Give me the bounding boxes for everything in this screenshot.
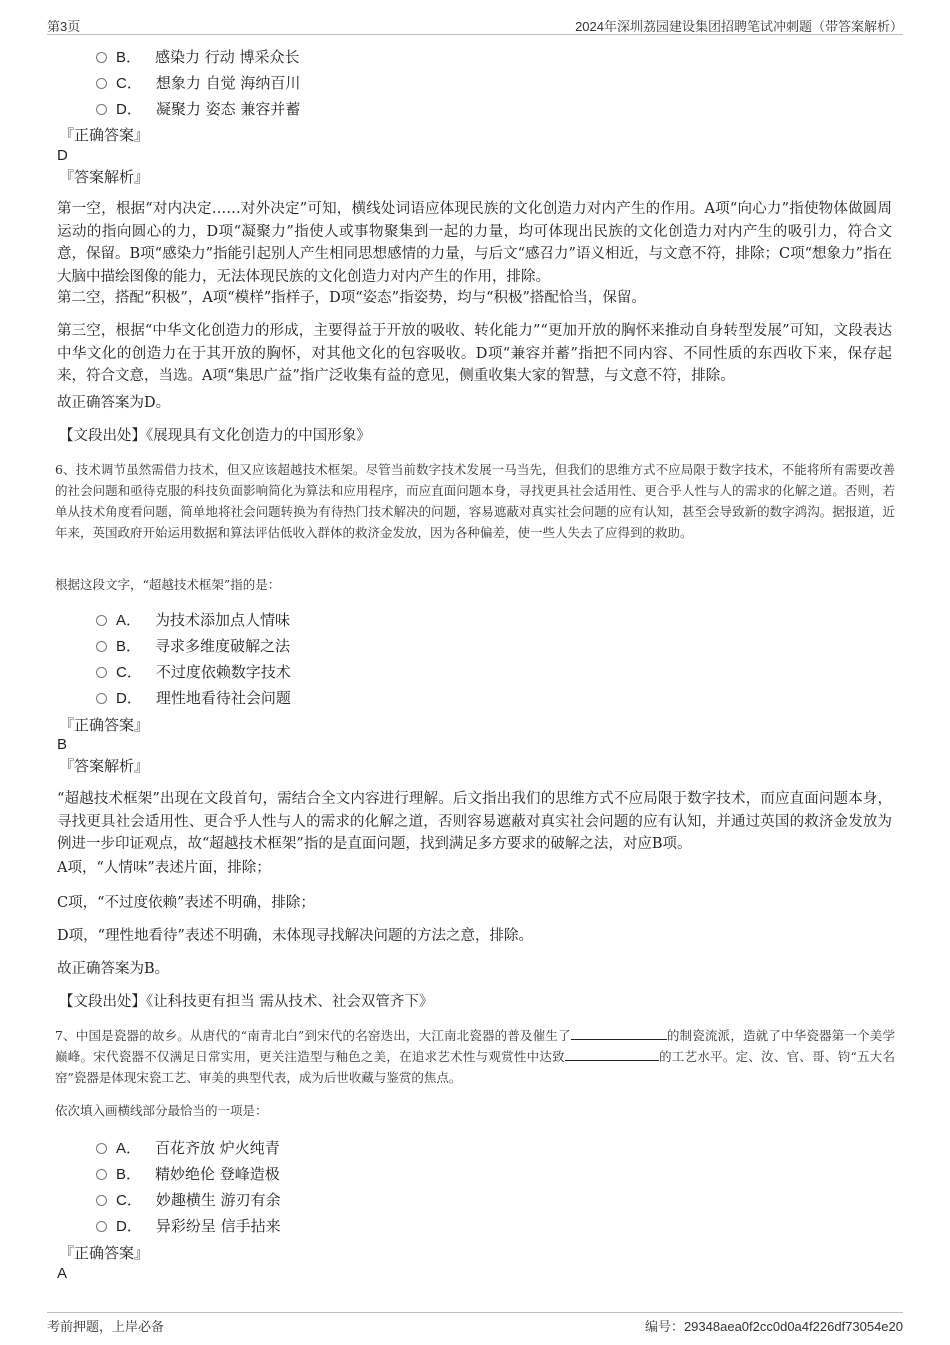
fill-blank-2 bbox=[565, 1048, 659, 1061]
page-footer bbox=[47, 1312, 903, 1337]
q5-analysis-label: 『答案解析』 bbox=[59, 168, 150, 186]
q7-option-d[interactable]: D． 异彩纷呈 信手拈来 bbox=[96, 1216, 281, 1237]
page-number: 第3页 bbox=[47, 19, 81, 34]
q7-text: 7、中国是瓷器的故乡。从唐代的“南青北白”到宋代的名窑迭出，大江南北瓷器的普及催生了 的制瓷流派，造就了中华瓷器第一个美学巅峰。宋代瓷器不仅满足日常实用，更关注造型与釉色之美，在追求艺术性与观赏性中达致 的工艺水平。定、汝、官、哥、钧“五大名窑”瓷器是体现宋瓷工艺、审美的典型代表，成为后世收藏与鉴赏的焦点。 bbox=[55, 1028, 895, 1085]
document-id: 编号：29348aea0f2cc0d0a4f226df73054e20 bbox=[644, 1319, 903, 1334]
q6-option-a[interactable]: A． 为技术添加点人情味 bbox=[96, 610, 290, 631]
radio-icon[interactable] bbox=[96, 1221, 107, 1232]
q6-analysis-label: 『答案解析』 bbox=[59, 757, 150, 775]
radio-icon[interactable] bbox=[96, 615, 107, 626]
footer-slogan: 考前押题，上岸必备 bbox=[47, 1319, 165, 1334]
q6-analysis-p4: D项，“理性地看待”表述不明确，未体现寻找解决问题的方法之意，排除。 bbox=[57, 928, 533, 944]
q6-option-c[interactable]: C． 不过度依赖数字技术 bbox=[96, 662, 291, 683]
radio-icon[interactable] bbox=[96, 78, 107, 89]
q5-answer: D bbox=[57, 147, 68, 164]
q5-option-b[interactable]: B． 感染力 行动 博采众长 bbox=[96, 47, 300, 68]
q7-prompt: 依次填入画横线部分最恰当的一项是： bbox=[55, 1103, 268, 1118]
q5-option-c[interactable]: C． 想象力 自觉 海纳百川 bbox=[96, 73, 300, 94]
q6-analysis-p2: A项，“人情味”表述片面，排除； bbox=[57, 860, 271, 876]
q6-analysis-p5: 故正确答案为B。 bbox=[57, 961, 170, 977]
radio-icon[interactable] bbox=[96, 693, 107, 704]
q7-answer-label: 『正确答案』 bbox=[59, 1244, 150, 1262]
document-title: 2024年深圳荔园建设集团招聘笔试冲刺题（带答案解析） bbox=[575, 19, 903, 34]
q6-answer-label: 『正确答案』 bbox=[59, 716, 150, 734]
q6-analysis-p3: C项，“不过度依赖”表述不明确，排除； bbox=[57, 895, 315, 911]
q7-answer: A bbox=[57, 1265, 68, 1282]
q6-option-b[interactable]: B． 寻求多维度破解之法 bbox=[96, 636, 290, 657]
q6-option-d[interactable]: D． 理性地看待社会问题 bbox=[96, 688, 291, 709]
radio-icon[interactable] bbox=[96, 641, 107, 652]
q6-source: 【文段出处】《让科技更有担当 需从技术、社会双管齐下》 bbox=[59, 994, 434, 1010]
fill-blank-1 bbox=[571, 1027, 667, 1040]
q7-option-a[interactable]: A． 百花齐放 炉火纯青 bbox=[96, 1138, 280, 1159]
radio-icon[interactable] bbox=[96, 1169, 107, 1180]
q5-analysis-p3: 第三空，根据“中华文化创造力的形成，主要得益于开放的吸收、转化能力”“更加开放的胸怀来推动自身转型发展”可知，文段表达中华文化的创造力在于其开放的胸怀，对其他文化的包容吸收。D项“兼容并蓄”指把不同内容、不同性质的东西收下来，保存起来，符合文意，当选。A项“集思广益”指广泛收集有益的意见，侧重收集大家的智慧，与文意不符，排除。 bbox=[57, 323, 892, 384]
q5-analysis-p4: 故正确答案为D。 bbox=[57, 395, 171, 411]
q7-option-b[interactable]: B． 精妙绝伦 登峰造极 bbox=[96, 1164, 280, 1185]
q6-text: 6、技术调节虽然需借力技术，但又应该超越技术框架。尽管当前数字技术发展一马当先，但我们的思维方式不应局限于数字技术，不能将所有需要改善的社会问题和亟待克服的科技负面影响简化为算法和应用程序，而应直面问题本身，寻找更具社会适用性、更合乎人性与人的需求的化解之道。否则，若单从技术角度看问题，简单地将社会问题转换为有待热门技术解决的问题，容易遮蔽对真实社会问题的应有认知，甚至会导致新的数字鸿沟。据报道，近年来，英国政府开始运用数据和算法评估低收入群体的救济金发放，因为各种偏差，使一些人失去了应得到的救助。 bbox=[55, 462, 895, 540]
q5-answer-label: 『正确答案』 bbox=[59, 126, 150, 144]
q5-source: 【文段出处】《展现具有文化创造力的中国形象》 bbox=[59, 428, 371, 444]
q5-analysis-p1: 第一空，根据“对内决定……对外决定”可知，横线处词语应体现民族的文化创造力对内产生的作用。A项“向心力”指使物体做圆周运动的指向圆心的力，D项“凝聚力”指使人或事物聚集到一起的力量，均可体现出民族的文化创造力对内产生的吸引力，符合文意，保留。B项“感染力”指能引起别人产生相同思想感情的力量，与后文“感召力”语义相近，与文意不符，排除；C项“想象力”指在大脑中描绘图像的能力，无法体现民族的文化创造力对内产生的作用，排除。 bbox=[57, 201, 892, 285]
radio-icon[interactable] bbox=[96, 52, 107, 63]
q6-prompt: 根据这段文字，“超越技术框架”指的是： bbox=[55, 577, 281, 592]
q6-analysis-p1: “超越技术框架”出现在文段首句，需结合全文内容进行理解。后文指出我们的思维方式不应局限于数字技术，而应直面问题本身，寻找更具社会适用性、更合乎人性与人的需求的化解之道，否则容易遮蔽对真实社会问题的应有认知，并通过英国的救济金发放为例进一步印证观点，故“超越技术框架”指的是直面问题，找到满足多方要求的破解之法，对应B项。 bbox=[57, 791, 892, 852]
q6-answer: B bbox=[57, 736, 68, 753]
radio-icon[interactable] bbox=[96, 1143, 107, 1154]
radio-icon[interactable] bbox=[96, 667, 107, 678]
page-header bbox=[47, 16, 903, 35]
radio-icon[interactable] bbox=[96, 104, 107, 115]
q5-option-d[interactable]: D． 凝聚力 姿态 兼容并蓄 bbox=[96, 99, 300, 120]
radio-icon[interactable] bbox=[96, 1195, 107, 1206]
q5-analysis-p2: 第二空，搭配“积极”，A项“模样”指样子，D项“姿态”指姿势，均与“积极”搭配恰当，保留。 bbox=[57, 290, 646, 306]
q7-option-c[interactable]: C． 妙趣横生 游刃有余 bbox=[96, 1190, 281, 1211]
